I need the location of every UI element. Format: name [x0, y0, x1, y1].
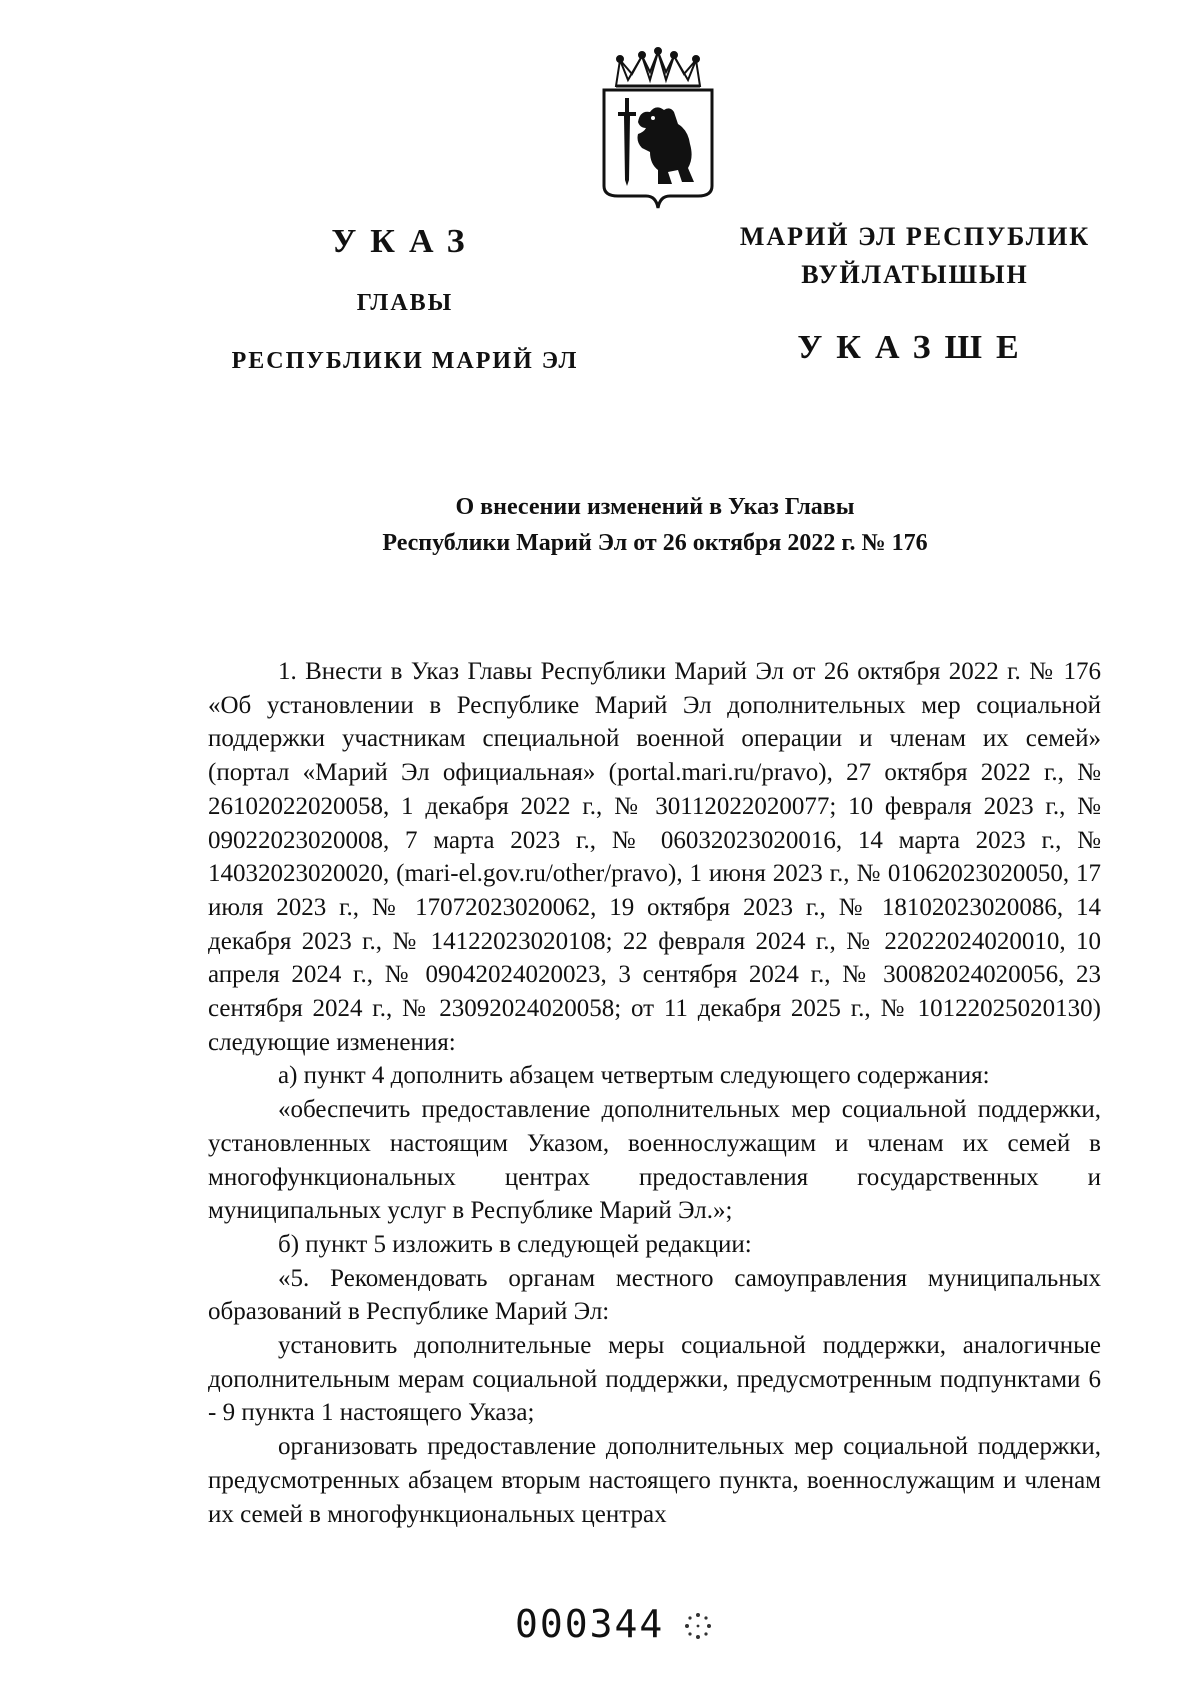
header-right: [725, 218, 1105, 370]
watermark-dots-icon: [683, 1611, 713, 1641]
paragraph-7: организовать предоставление дополнительных мер социальной поддержки, предусмотренных абзацем вторым настоящего пункта, военнослужащим и членам их семей в многофункциональных центрах: [208, 1433, 1101, 1528]
document-title-line-2: Республики Марий Эл от 26 октября 2022 г. № 176: [382, 530, 928, 556]
mari-heading-line-1: МАРИЙ ЭЛ РЕСПУБЛИК: [739, 222, 1091, 251]
document-title-line-1: О внесении изменений в Указ Главы: [455, 494, 855, 520]
header-left: [205, 220, 605, 380]
paragraph-1: 1. Внести в Указ Главы Республики Марий Эл от 26 октября 2022 г. № 176 «Об установлении в Республике Марий Эл дополнительных мер социальной поддержки участникам специальной военной операции и членам их семей» (портал «Марий Эл официальная» (portal.mari.ru/pravo), 27 октября 2022 г., № 26102022020058, 1 декабря 2022 г., № 30112022020077; 10 февраля 2023 г., № 09022023020008, 7 марта 2023 г., № 06032023020016, 14 марта 2023 г., № 14032023020020, (mari-el.gov.ru/other/pravo), 1 июня 2023 г., № 01062023020050, 17 июля 2023 г., № 17072023020062, 19 октября 2023 г., № 18102023020086, 14 декабря 2023 г., № 14122023020108; 22 февраля 2024 г., № 22022024020010, 10 апреля 2024 г., № 09042024020023, 3 сентября 2024 г., № 30082024020056, 23 сентября 2024 г., № 23092024020058; от 11 декабря 2025 г., № 10122025020130) следующие изменения:: [208, 658, 1101, 1056]
mari-decree-title: УКАЗШЕ: [797, 329, 1033, 366]
document-body: [208, 655, 1101, 1531]
decree-subtitle-1: ГЛАВЫ: [356, 290, 454, 316]
document-title: [205, 489, 1105, 561]
paragraph-3: «обеспечить предоставление дополнительных мер социальной поддержки, установленных настоящим Указом, военнослужащим и членам их семей в многофункциональных центрах предоставления государственных и муниципальных услуг в Республике Марий Эл.»;: [208, 1096, 1101, 1225]
decree-subtitle-2: РЕСПУБЛИКИ МАРИЙ ЭЛ: [231, 348, 579, 374]
paragraph-4: б) пункт 5 изложить в следующей редакции:: [278, 1230, 752, 1258]
serial-number: 000344: [515, 1602, 665, 1646]
decree-title: УКАЗ: [331, 223, 479, 260]
paragraph-2: а) пункт 4 дополнить абзацем четвертым следующего содержания:: [278, 1062, 990, 1090]
coat-of-arms-icon: [598, 46, 718, 226]
mari-heading-line-2: ВУЙЛАТЫШЫН: [801, 260, 1029, 289]
paragraph-6: установить дополнительные меры социальной поддержки, аналогичные дополнительным мерам социальной поддержки, предусмотренным подпунктами 6 - 9 пункта 1 настоящего Указа;: [208, 1332, 1101, 1427]
paragraph-5: «5. Рекомендовать органам местного самоуправления муниципальных образований в Республике Марий Эл:: [208, 1264, 1101, 1326]
